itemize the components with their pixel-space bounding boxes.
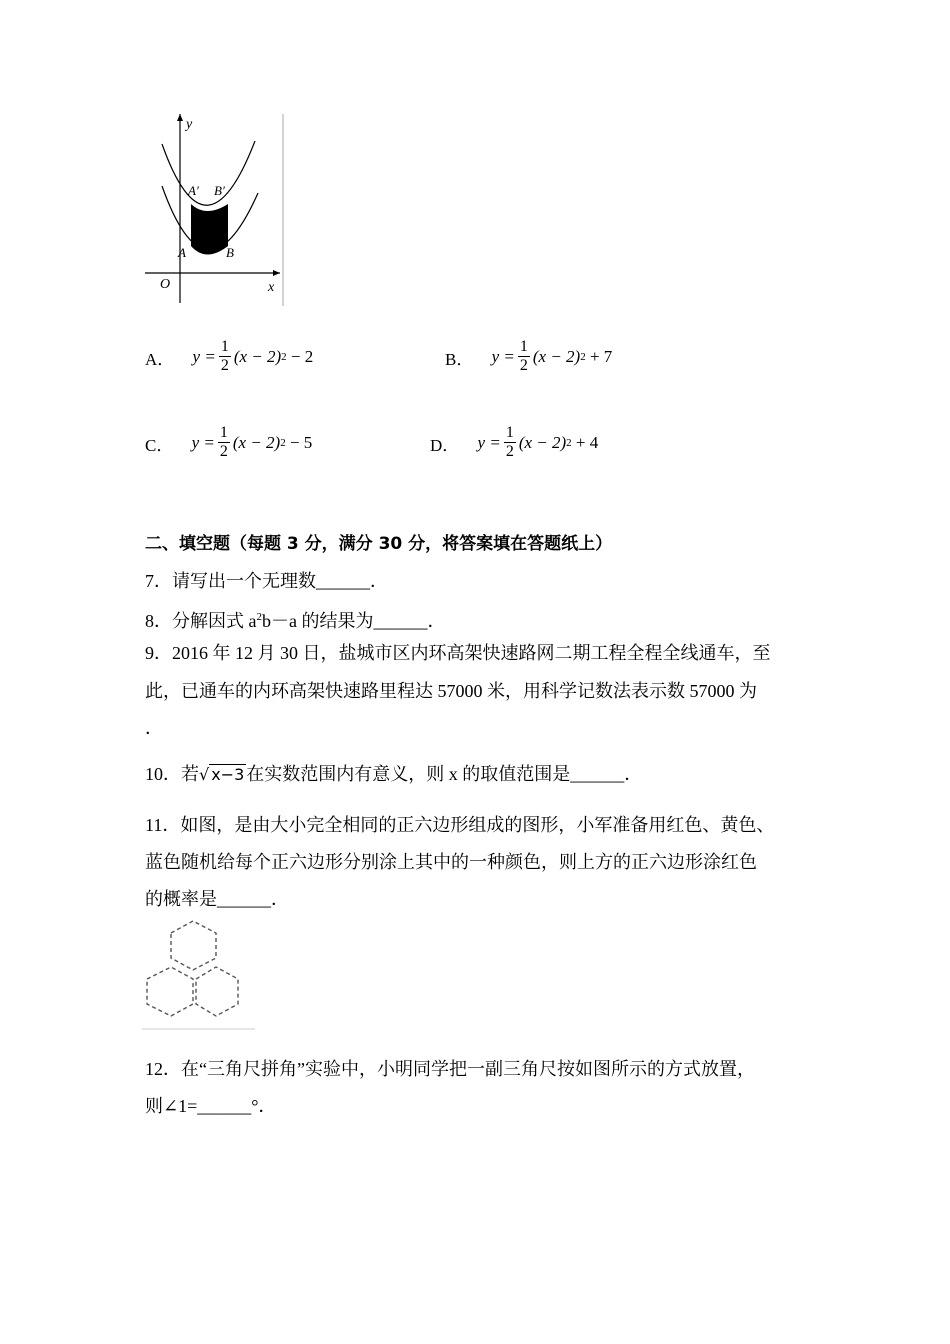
point-a-label: A (178, 245, 186, 260)
sqrt-expression: √ x−3 (199, 765, 245, 784)
x-axis-arrow (273, 270, 280, 276)
question-12-line-2: 则∠1=______°． (145, 1096, 277, 1116)
question-9-line-2: 此，已通车的内环高架快速路里程达 57000 米，用科学记数法表示数 57000 为 (145, 681, 757, 701)
shaded-region (191, 204, 228, 255)
question-12-line-1: 12．在“三角尺拼角”实验中，小明同学把一副三角尺按如图所示的方式放置， (145, 1059, 755, 1079)
option-a[interactable]: A． y = $\frac{1}{2}$ (x − 2) 2 − 2 (145, 338, 314, 374)
bottom-left-hexagon (147, 967, 193, 1016)
question-11-line-2: 蓝色随机给每个正六边形分别涂上其中的一种颜色，则上方的正六边形涂红色 (145, 852, 757, 872)
section-heading: 二、填空题（每题 3 分，满分 30 分，将答案填在答题纸上） (145, 534, 613, 554)
point-b-prime-label: B′ (214, 183, 225, 198)
upper-parabola (162, 141, 255, 205)
option-b[interactable]: B． y = $\frac{1}{2}$ (x − 2) 2 + 7 (445, 338, 613, 374)
option-c[interactable]: C． y = $\frac{1}{2}$ (x − 2) 2 − 5 (145, 424, 313, 460)
question-9-line-1: 9．2016 年 12 月 30 日，盐城市区内环高架快速路网二期工程全程全线通车，至 (145, 643, 771, 663)
parabola-figure (140, 108, 290, 308)
option-c-label: C． (145, 436, 174, 456)
bottom-right-hexagon (196, 967, 238, 1016)
option-b-label: B． (445, 350, 474, 370)
origin-label: O (160, 277, 171, 292)
hexagon-figure (140, 918, 260, 1033)
question-11-line-3: 的概率是______． (145, 889, 289, 909)
x-axis-label: x (268, 280, 275, 295)
point-b-label: B (226, 245, 234, 260)
question-7: 7．请写出一个无理数______． (145, 571, 388, 591)
option-a-label: A． (145, 350, 175, 370)
question-11-line-1: 11．如图，是由大小完全相同的正六边形组成的图形，小军准备用红色、黄色、 (145, 815, 775, 835)
y-axis-arrow (177, 114, 183, 121)
question-8: 8．分解因式 $a^2b-a$ 的结果为______． (145, 611, 446, 631)
question-10: 10．若√ x−3 在实数范围内有意义，则 x 的取值范围是______． (145, 762, 642, 787)
y-axis-label: y (186, 117, 193, 132)
question-9-line-3: ． (145, 718, 163, 738)
option-d[interactable]: D． y = $\frac{1}{2}$ (x − 2) 2 + 4 (430, 424, 599, 460)
option-d-label: D． (430, 436, 460, 456)
point-a-prime-label: A′ (188, 183, 199, 198)
top-hexagon (171, 921, 216, 970)
